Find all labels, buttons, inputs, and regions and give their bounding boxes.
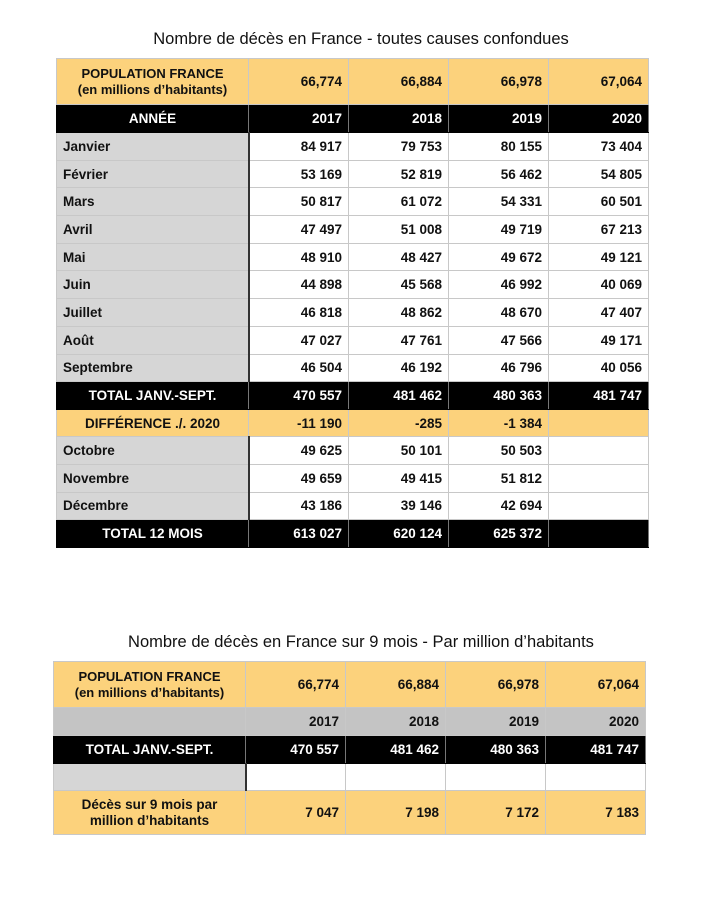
total-value: 480 363 xyxy=(446,736,546,764)
month-value: 46 796 xyxy=(449,354,549,382)
population-label-line2: (en millions d’habitants) xyxy=(77,81,228,97)
population-label xyxy=(57,59,249,105)
month-value: 52 819 xyxy=(349,160,449,188)
month-value: 51 008 xyxy=(349,216,449,244)
population-label-line2: (en millions d’habitants) xyxy=(74,684,225,700)
total-sept-label: TOTAL JANV.-SEPT. xyxy=(57,382,249,410)
month-label: Décembre xyxy=(57,492,249,520)
month-value: 46 992 xyxy=(449,271,549,299)
month-value: 44 898 xyxy=(249,271,349,299)
total-sept-value: 470 557 xyxy=(249,382,349,410)
population-value: 66,978 xyxy=(449,59,549,105)
month-value: 49 415 xyxy=(349,464,449,492)
total-value: 481 462 xyxy=(346,736,446,764)
total-12-row xyxy=(57,520,649,548)
month-value: 61 072 xyxy=(349,188,449,216)
month-value: 46 192 xyxy=(349,354,449,382)
month-label: Juin xyxy=(57,271,249,299)
population-value: 67,064 xyxy=(549,59,649,105)
table-row xyxy=(57,326,649,354)
population-label-line1: POPULATION FRANCE xyxy=(78,668,221,684)
month-value: 60 501 xyxy=(549,188,649,216)
month-label: Octobre xyxy=(57,437,249,465)
month-value xyxy=(549,492,649,520)
month-value: 49 659 xyxy=(249,464,349,492)
month-label: Mars xyxy=(57,188,249,216)
table-row xyxy=(57,464,649,492)
population-value: 66,774 xyxy=(249,59,349,105)
month-value: 56 462 xyxy=(449,160,549,188)
difference-row xyxy=(57,410,649,437)
month-value: 42 694 xyxy=(449,492,549,520)
population-value: 66,884 xyxy=(349,59,449,105)
per-million-value: 7 183 xyxy=(546,791,646,835)
month-value: 43 186 xyxy=(249,492,349,520)
year-value: 2018 xyxy=(349,105,449,133)
total-12-value xyxy=(549,520,649,548)
table-row xyxy=(57,160,649,188)
month-value: 47 407 xyxy=(549,299,649,327)
month-value xyxy=(549,437,649,465)
per-million-row xyxy=(54,791,646,835)
month-value: 47 027 xyxy=(249,326,349,354)
month-label: Mai xyxy=(57,243,249,271)
deaths-per-million-table xyxy=(53,661,646,835)
month-value: 47 761 xyxy=(349,326,449,354)
table-row xyxy=(57,271,649,299)
population-label xyxy=(54,662,246,708)
population-label-line1: POPULATION FRANCE xyxy=(81,65,224,81)
per-million-value: 7 047 xyxy=(246,791,346,835)
month-value: 50 503 xyxy=(449,437,549,465)
month-label: Janvier xyxy=(57,133,249,161)
year-value: 2020 xyxy=(546,708,646,736)
table-row xyxy=(57,437,649,465)
month-value: 54 805 xyxy=(549,160,649,188)
table2-title: Nombre de décès en France sur 9 mois - Par million d’habitants xyxy=(128,633,594,651)
blank-label xyxy=(54,764,246,791)
year-value: 2019 xyxy=(446,708,546,736)
total-sept-value: 480 363 xyxy=(449,382,549,410)
year-label: ANNÉE xyxy=(57,105,249,133)
year-row xyxy=(54,708,646,736)
year-row xyxy=(57,105,649,133)
year-value: 2017 xyxy=(246,708,346,736)
month-value: 46 818 xyxy=(249,299,349,327)
month-value: 49 171 xyxy=(549,326,649,354)
month-value: 73 404 xyxy=(549,133,649,161)
population-value: 66,884 xyxy=(346,662,446,708)
population-row xyxy=(54,662,646,708)
month-value: 48 427 xyxy=(349,243,449,271)
population-value: 66,978 xyxy=(446,662,546,708)
difference-label: DIFFÉRENCE ./. 2020 xyxy=(57,410,249,437)
total-12-value: 620 124 xyxy=(349,520,449,548)
table-row xyxy=(57,216,649,244)
year-value: 2018 xyxy=(346,708,446,736)
per-million-label-line1: Décès sur 9 mois par xyxy=(81,796,218,812)
month-label: Avril xyxy=(57,216,249,244)
month-value: 48 862 xyxy=(349,299,449,327)
table-row xyxy=(57,188,649,216)
total-sept-value: 481 462 xyxy=(349,382,449,410)
month-value: 50 101 xyxy=(349,437,449,465)
deaths-table xyxy=(56,58,649,548)
month-value: 47 497 xyxy=(249,216,349,244)
month-value: 49 672 xyxy=(449,243,549,271)
year-value: 2020 xyxy=(549,105,649,133)
month-value: 40 056 xyxy=(549,354,649,382)
month-value: 40 069 xyxy=(549,271,649,299)
month-value: 49 625 xyxy=(249,437,349,465)
blank-cell xyxy=(346,764,446,791)
total-value: 481 747 xyxy=(546,736,646,764)
total-12-value: 613 027 xyxy=(249,520,349,548)
month-value: 39 146 xyxy=(349,492,449,520)
year-value: 2017 xyxy=(249,105,349,133)
population-row xyxy=(57,59,649,105)
month-value: 46 504 xyxy=(249,354,349,382)
month-value: 45 568 xyxy=(349,271,449,299)
population-value: 67,064 xyxy=(546,662,646,708)
month-value: 48 670 xyxy=(449,299,549,327)
table-row xyxy=(57,354,649,382)
month-value: 51 812 xyxy=(449,464,549,492)
total-sept-value: 481 747 xyxy=(549,382,649,410)
blank-cell xyxy=(546,764,646,791)
table1-title: Nombre de décès en France - toutes causes confondues xyxy=(153,30,569,48)
month-value: 84 917 xyxy=(249,133,349,161)
per-million-value: 7 198 xyxy=(346,791,446,835)
month-value: 49 719 xyxy=(449,216,549,244)
total-sept-row xyxy=(57,382,649,410)
month-value: 79 753 xyxy=(349,133,449,161)
total-12-value: 625 372 xyxy=(449,520,549,548)
population-value: 66,774 xyxy=(246,662,346,708)
total-label: TOTAL JANV.-SEPT. xyxy=(54,736,246,764)
blank-cell xyxy=(446,764,546,791)
month-value: 67 213 xyxy=(549,216,649,244)
month-value xyxy=(549,464,649,492)
month-value: 54 331 xyxy=(449,188,549,216)
year-value: 2019 xyxy=(449,105,549,133)
per-million-value: 7 172 xyxy=(446,791,546,835)
month-value: 53 169 xyxy=(249,160,349,188)
difference-value: -1 384 xyxy=(449,410,549,437)
month-label: Février xyxy=(57,160,249,188)
total-row xyxy=(54,736,646,764)
month-label: Septembre xyxy=(57,354,249,382)
per-million-label-line2: million d’habitants xyxy=(89,812,210,828)
table-row xyxy=(57,299,649,327)
month-label: Novembre xyxy=(57,464,249,492)
month-value: 48 910 xyxy=(249,243,349,271)
month-value: 47 566 xyxy=(449,326,549,354)
difference-value: -11 190 xyxy=(249,410,349,437)
difference-value xyxy=(549,410,649,437)
table-row xyxy=(57,492,649,520)
month-label: Juillet xyxy=(57,299,249,327)
blank-cell xyxy=(246,764,346,791)
per-million-label xyxy=(54,791,246,835)
table-row xyxy=(57,243,649,271)
month-value: 49 121 xyxy=(549,243,649,271)
difference-value: -285 xyxy=(349,410,449,437)
month-label: Août xyxy=(57,326,249,354)
table-row xyxy=(57,133,649,161)
blank-row xyxy=(54,764,646,791)
total-12-label: TOTAL 12 MOIS xyxy=(57,520,249,548)
month-value: 80 155 xyxy=(449,133,549,161)
year-label-empty xyxy=(54,708,246,736)
total-value: 470 557 xyxy=(246,736,346,764)
month-value: 50 817 xyxy=(249,188,349,216)
